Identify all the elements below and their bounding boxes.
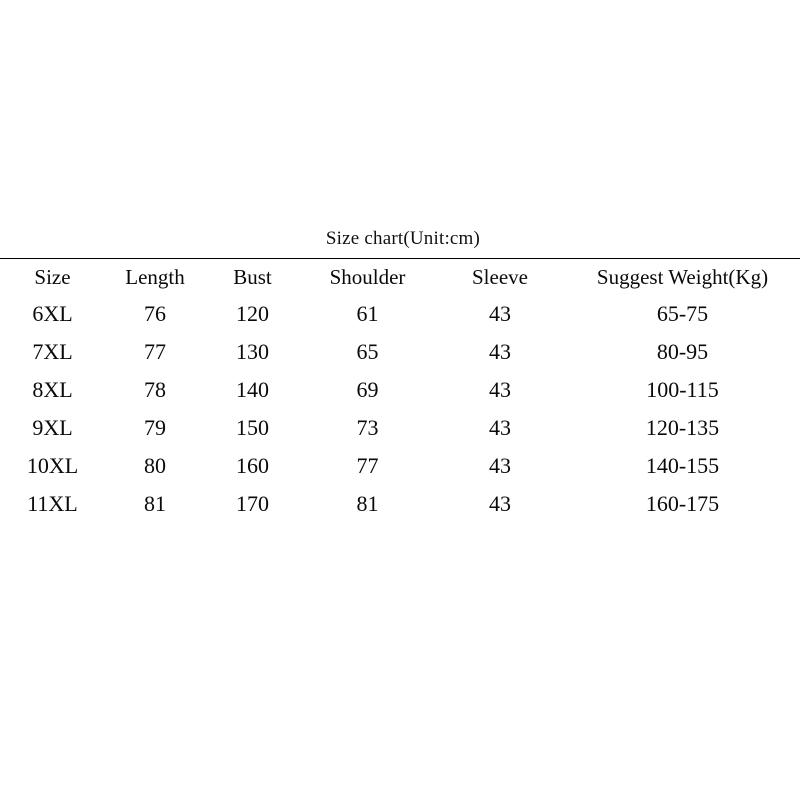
cell-suggest-weight: 160-175 [645,491,720,516]
column-header-shoulder: Shoulder [329,265,406,289]
column-header-bust: Bust [233,265,272,289]
cell-length: 79 [144,415,166,440]
cell-sleeve: 43 [489,339,511,364]
cell-size: 6XL [32,301,73,326]
cell-shoulder: 69 [356,377,379,402]
cell-length: 80 [144,453,166,478]
table-row [0,371,800,409]
cell-sleeve: 43 [489,377,511,402]
column-header-suggest-weight: Suggest Weight(Kg) [596,265,769,289]
cell-suggest-weight: 80-95 [656,339,709,364]
cell-size: 8XL [32,377,73,402]
table-row [0,485,800,523]
cell-bust: 160 [236,453,269,478]
column-header-size: Size [34,265,71,289]
table-body [0,295,800,523]
cell-shoulder: 61 [356,301,379,326]
cell-bust: 120 [236,301,269,326]
cell-shoulder: 73 [356,415,379,440]
chart-title: Size chart(Unit:cm) [325,228,481,249]
table-row [0,447,800,485]
cell-sleeve: 43 [489,453,511,478]
cell-bust: 150 [236,415,269,440]
table-row [0,295,800,333]
cell-length: 78 [144,377,166,402]
cell-length: 81 [144,491,166,516]
cell-suggest-weight: 120-135 [645,415,720,440]
cell-size: 7XL [32,339,73,364]
size-chart-table [0,259,800,523]
cell-suggest-weight: 65-75 [656,301,709,326]
cell-shoulder: 65 [356,339,379,364]
cell-bust: 140 [236,377,269,402]
table-header-row [0,259,800,295]
table-header [0,259,800,295]
cell-sleeve: 43 [489,491,511,516]
cell-suggest-weight: 100-115 [646,377,719,402]
cell-sleeve: 43 [489,415,511,440]
cell-size: 9XL [32,415,73,440]
cell-size: 10XL [26,453,79,478]
cell-size: 11XL [27,491,78,516]
column-header-length: Length [125,265,185,289]
cell-shoulder: 77 [356,453,379,478]
cell-length: 76 [144,301,166,326]
cell-shoulder: 81 [356,491,379,516]
size-chart [0,228,800,523]
cell-suggest-weight: 140-155 [645,453,720,478]
cell-length: 77 [144,339,166,364]
cell-bust: 130 [236,339,269,364]
table-row [0,333,800,371]
cell-bust: 170 [236,491,269,516]
column-header-sleeve: Sleeve [472,265,528,289]
table-row [0,409,800,447]
cell-sleeve: 43 [489,301,511,326]
